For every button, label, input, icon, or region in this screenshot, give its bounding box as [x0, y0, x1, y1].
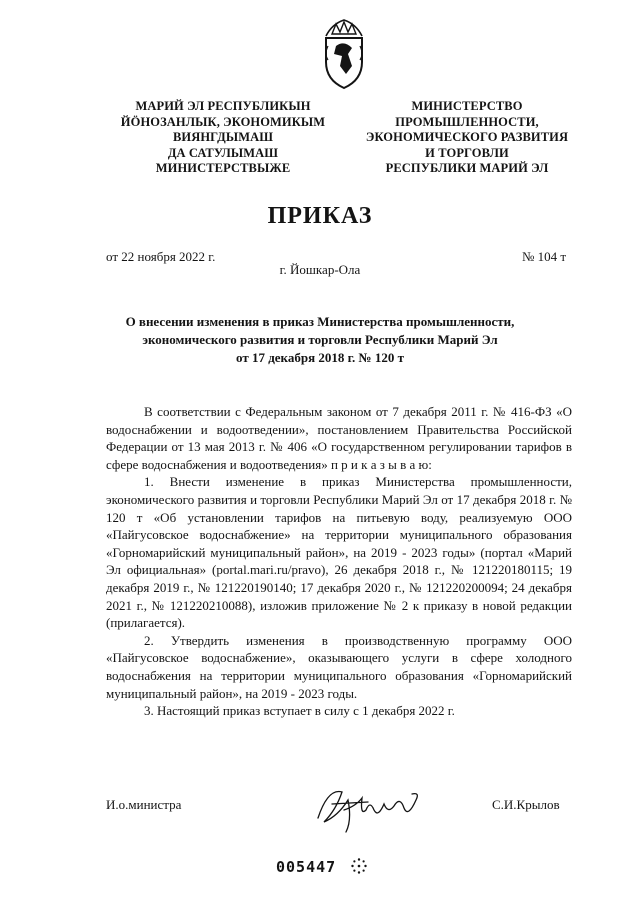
- document-city: г. Йошкар-Ола: [279, 262, 361, 277]
- coat-of-arms-icon: [318, 14, 370, 92]
- signatory-name: С.И.Крылов: [492, 797, 560, 812]
- body-paragraph: 2. Утвердить изменения в производственную программу ООО «Пайгусовское водоснабжение», оказывающего услуги в сфере холодного водоснабжения на территории муниципального образования «Горномарийский муниципальный район», на 2019 - 2023 годы.: [106, 632, 572, 701]
- header-right-line: ПРОМЫШЛЕННОСТИ,: [395, 114, 539, 129]
- header-left-line: ВИЯНГДЫМАШ: [172, 130, 274, 144]
- header-right-line: МИНИСТЕРСТВО: [411, 99, 523, 113]
- body-paragraph: 3. Настоящий приказ вступает в силу с 1 декабря 2022 г.: [144, 703, 455, 719]
- body-paragraph: В соответствии с Федеральным законом от 7 декабря 2011 г. № 416-ФЗ «О водоснабжении и водоотведении», постановлением Правительства Российской Федерации от 13 мая 2013 г. № 406 «О государственном регулировании тарифов в сфере водоснабжения и водоотведения» п р и к а з ы в а ю:: [106, 404, 572, 472]
- header-left-line: ДА САТУЛЫМАШ: [167, 145, 279, 160]
- serial-number: 005447: [276, 858, 337, 876]
- document-subject: [0, 313, 640, 367]
- document-body: [106, 403, 572, 720]
- document-date: от 22 ноября 2022 г.: [106, 249, 216, 264]
- header-left-line: МАРИЙ ЭЛ РЕСПУБЛИКЫН: [135, 99, 311, 113]
- header-right-line: ЭКОНОМИЧЕСКОГО РАЗВИТИЯ: [365, 130, 569, 144]
- handwritten-signature: [308, 770, 438, 840]
- rosette-icon: [350, 857, 368, 875]
- document-title: ПРИКАЗ: [267, 203, 373, 229]
- header-right-line: И ТОРГОВЛИ: [425, 145, 509, 160]
- signatory-position: И.о.министра: [106, 797, 182, 812]
- subject-line: от 17 декабря 2018 г. № 120 т: [235, 350, 404, 365]
- header-left-block: [108, 99, 338, 177]
- header-right-block: [352, 99, 582, 177]
- header-left-line: МИНИСТЕРСТВЫЖЕ: [155, 161, 291, 175]
- document-number: № 104 т: [522, 249, 567, 264]
- header-right-line: РЕСПУБЛИКИ МАРИЙ ЭЛ: [385, 161, 549, 175]
- subject-line: О внесении изменения в приказ Министерства промышленности,: [125, 314, 515, 329]
- header-left-line: ЙÖНОЗАНЛЫК, ЭКОНОМИКЫМ: [120, 114, 326, 129]
- body-paragraph: 1. Внести изменение в приказ Министерства промышленности, экономического развития и торговли Республики Марий Эл от 17 декабря 2018 г. № 120 т «Об установлении тарифов на питьевую воду, реализуемую ООО «Пайгусовское водоснабжение» на территории муниципального образования «Горномарийский муниципальный район», на 2019 - 2023 годы» (портал «Марий Эл официальная» (portal.mari.ru/pravo), 26 декабря 2018 г., № 121220180115; 19 декабря 2019 г., № 121220190140; 17 декабря 2020 г., № 121220200094; 24 декабря 2021 г., № 121220210088), изложив приложение № 2 к приказу в новой редакции (прилагается).: [106, 474, 572, 631]
- subject-line: экономического развития и торговли Республики Марий Эл: [142, 332, 498, 347]
